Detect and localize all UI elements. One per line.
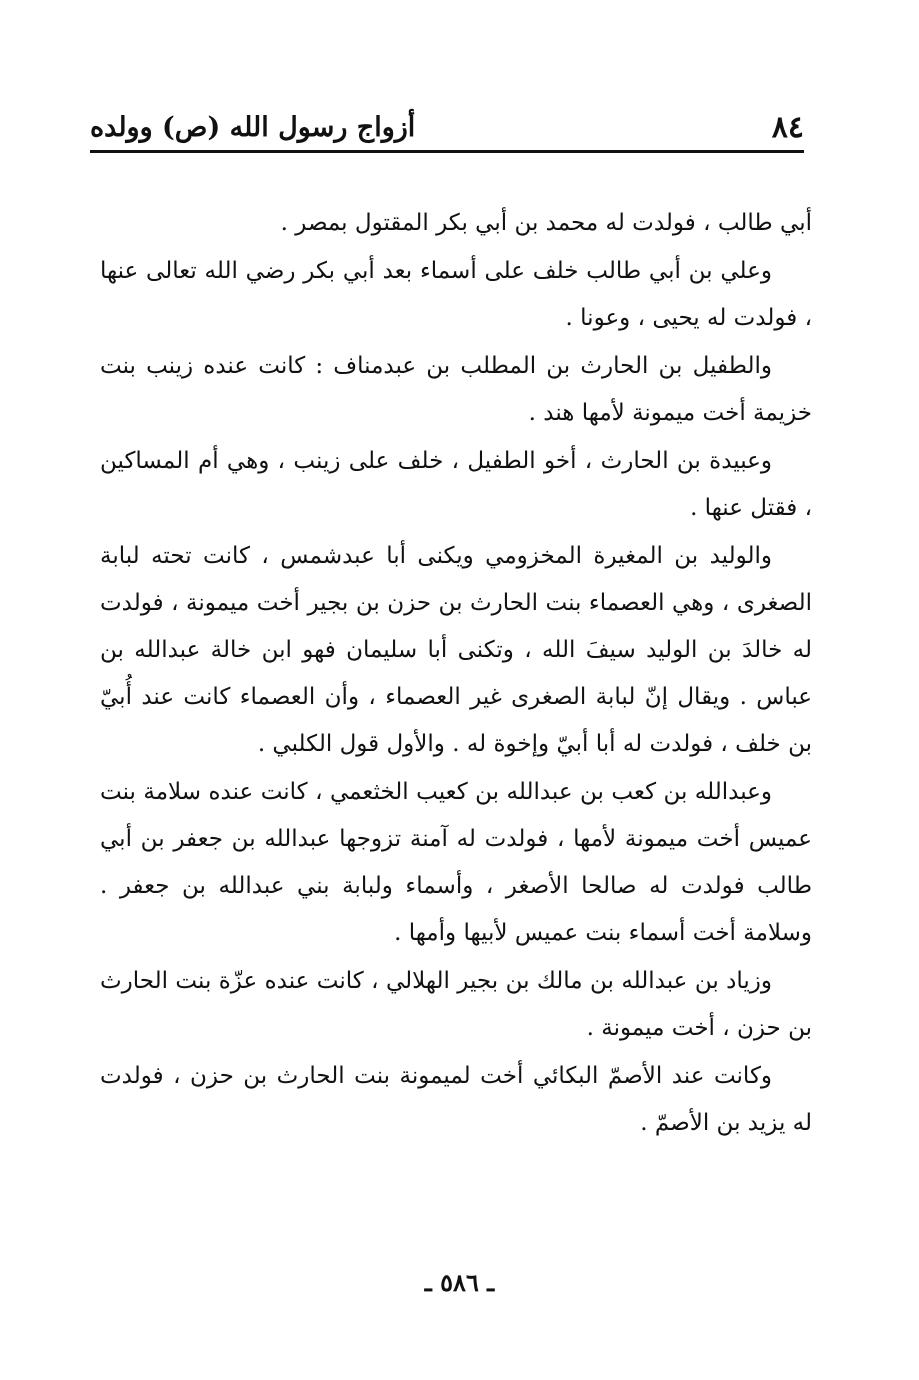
page-header bbox=[90, 105, 804, 151]
footer-page-number: ـ ٥٨٦ ـ bbox=[424, 1268, 495, 1297]
paragraph: وعبدالله بن كعب بن عبدالله بن كعيب الخثعمي ، كانت عنده سلامة بنت عميس أخت ميمونة لأمها ، فولدت له آمنة تزوجها عبدالله بن جعفر بن أبي طالب فولدت له صالحا الأصغر ، وأسماء ولبابة بني عبدالله بن جعفر . وسلامة أخت أسماء بنت عميس لأبيها وأمها . bbox=[100, 779, 812, 946]
header-rule bbox=[90, 150, 804, 153]
paragraph: وكانت عند الأصمّ البكائي أخت لميمونة بنت الحارث بن حزن ، فولدت له يزيد بن الأصمّ . bbox=[100, 1063, 812, 1136]
paragraph: وعلي بن أبي طالب خلف على أسماء بعد أبي بكر رضي الله تعالى عنها ، فولدت له يحيى ، وعونا . bbox=[100, 258, 812, 331]
header-page-number: ٨٤ bbox=[771, 110, 804, 145]
body-text bbox=[100, 200, 812, 1148]
paragraph: والطفيل بن الحارث بن المطلب بن عبدمناف : كانت عنده زينب بنت خزيمة أخت ميمونة لأمها هند . bbox=[100, 353, 812, 426]
paragraph: وعبيدة بن الحارث ، أخو الطفيل ، خلف على زينب ، وهي أم المساكين ، فقتل عنها . bbox=[100, 448, 812, 521]
paragraph: وزياد بن عبدالله بن مالك بن بجير الهلالي ، كانت عنده عزّة بنت الحارث بن حزن ، أخت ميمونة . bbox=[100, 968, 812, 1041]
paragraph-continuation: أبي طالب ، فولدت له محمد بن أبي بكر المقتول بمصر . bbox=[280, 210, 812, 236]
running-title: أزواج رسول الله (ص) وولده bbox=[90, 112, 416, 143]
paragraph: والوليد بن المغيرة المخزومي ويكنى أبا عبدشمس ، كانت تحته لبابة الصغرى ، وهي العصماء بنت الحارث بن حزن بن بجير أخت ميمونة ، فولدت له خالدَ بن الوليد سيفَ الله ، وتكنى أبا سليمان فهو ابن خالة عبدالله بن عباس . ويقال إنّ لبابة الصغرى غير العصماء ، وأن العصماء كانت عند أُبيّ بن خلف ، فولدت له أبا أبيّ وإخوة له . والأول قول الكلبي . bbox=[100, 543, 812, 757]
